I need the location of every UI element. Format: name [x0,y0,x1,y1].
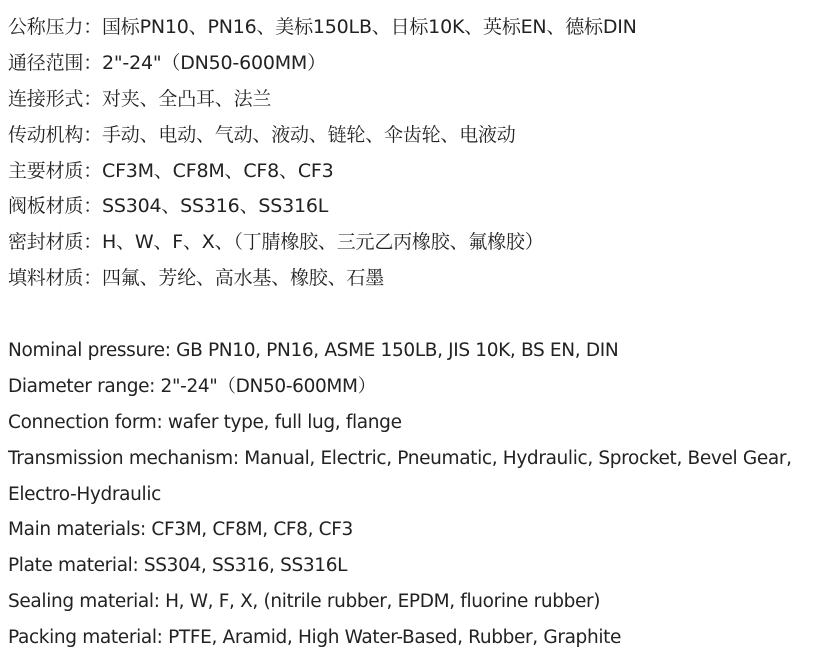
spec-line-nominal-pressure-cn: 公称压力：国标PN10、PN16、美标150LB、日标10K、英标EN、德标DIN [8,16,637,38]
spec-line-connection-form-en: Connection form: wafer type, full lug, flange [8,411,402,433]
spec-line-diameter-range-cn: 通径范围：2"-24"（DN50-600MM） [8,51,326,74]
spec-line-packing-material-cn: 填料材质：四氟、芳纶、高水基、橡胶、石墨 [8,267,385,290]
spec-line-main-materials-en: Main materials: CF3M, CF8M, CF8, CF3 [8,519,353,541]
english-spec-list [8,333,820,656]
spec-line-nominal-pressure-en: Nominal pressure: GB PN10, PN16, ASME 150LB, JIS 10K, BS EN, DIN [8,340,619,361]
spec-line-diameter-range-en: Diameter range: 2"-24"（DN50-600MM） [8,375,376,397]
spec-line-plate-material-cn: 阀板材质：SS304、SS316、SS316L [8,195,329,218]
spec-line-transmission-cn: 传动机构：手动、电动、气动、液动、链轮、伞齿轮、电液动 [8,123,516,146]
spec-line-plate-material-en: Plate material: SS304, SS316, SS316L [8,555,348,577]
spec-line-sealing-material-cn: 密封材质：H、W、F、X、（丁腈橡胶、三元乙丙橡胶、氟橡胶） [8,231,544,254]
spec-line-packing-material-en: Packing material: PTFE, Aramid, High Water-Based, Rubber, Graphite [8,627,622,649]
spec-line-main-materials-cn: 主要材质：CF3M、CF8M、CF8、CF3 [8,159,334,182]
spec-line-connection-form-cn: 连接形式：对夹、全凸耳、法兰 [8,87,272,110]
spec-line-sealing-material-en: Sealing material: H, W, F, X, (nitrile rubber, EPDM, fluorine rubber) [8,591,601,613]
chinese-spec-list [8,10,820,297]
spec-line-transmission-en: Transmission mechanism: Manual, Electric, Pneumatic, Hydraulic, Sprocket, Bevel Gear, Electro-Hydraulic [8,447,792,505]
